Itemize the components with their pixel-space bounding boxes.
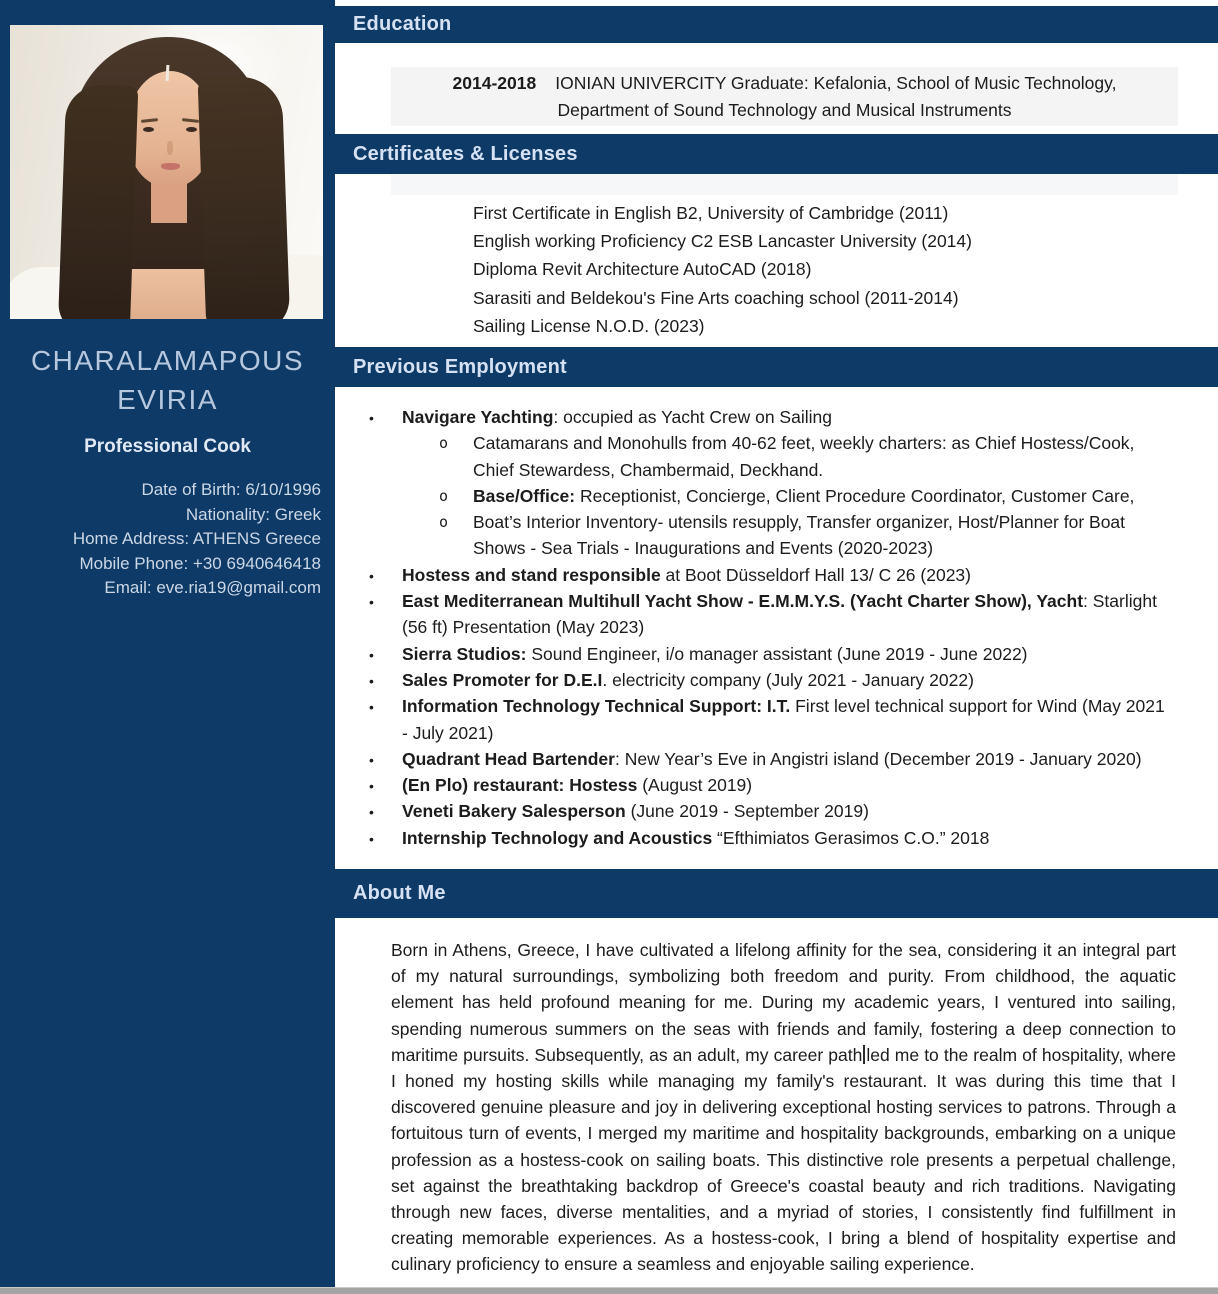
- employment-item: [335, 641, 1175, 667]
- bullet-marker: •: [369, 804, 374, 821]
- employment-item: [335, 693, 1175, 746]
- certificate-item: Sarasiti and Beldekou's Fine Arts coaching school (2011-2014): [473, 287, 959, 308]
- photo-eye-left: [143, 127, 154, 132]
- education-entry-text: [449, 70, 1121, 124]
- employment-item-title: Hostess and stand responsible: [402, 564, 661, 585]
- employment-item: [335, 798, 1175, 824]
- job-title: Professional Cook: [84, 436, 251, 457]
- employment-item-title: Veneti Bakery Salesperson: [402, 801, 626, 822]
- employment-item: [335, 588, 1175, 641]
- education-entry: [391, 67, 1178, 126]
- name-line-1: CHARALAMAPOUS: [30, 345, 305, 376]
- employment-item: [335, 404, 1175, 430]
- bullet-marker: •: [369, 699, 374, 716]
- certificates-list: [473, 199, 1183, 340]
- photo-hair-right: [198, 76, 291, 319]
- contact-line: Nationality: Greek: [185, 504, 321, 524]
- sidebar: [0, 0, 335, 1287]
- employment-item-title: Navigare Yachting: [402, 407, 554, 427]
- name-line-2: EVIRIA: [117, 384, 218, 415]
- certificate-item: English working Proficiency C2 ESB Lancaster University (2014): [473, 231, 972, 252]
- employment-item-title: (En Plo) restaurant: Hostess: [402, 775, 638, 796]
- employment-item-title: Base/Office:: [473, 485, 576, 506]
- bullet-marker: •: [369, 751, 374, 768]
- bullet-marker: •: [369, 830, 374, 847]
- employment-item-detail: First level technical support for Wind (May 2021 - July 2021): [402, 696, 1165, 743]
- about-me-text[interactable]: [391, 937, 1176, 1278]
- contact-line: Home Address: ATHENS Greece: [72, 529, 321, 549]
- employment-item-detail: Sound Engineer, i/o manager assistant (June 2019 - June 2022): [526, 643, 1028, 664]
- circle-marker: o: [439, 513, 449, 532]
- employment-item-title: Sierra Studios:: [402, 643, 527, 664]
- main-content: [335, 0, 1218, 1287]
- circle-marker: o: [439, 486, 449, 505]
- employment-item-title: Information Technology Technical Support: I.T.: [402, 696, 791, 717]
- education-years: 2014-2018: [452, 72, 537, 93]
- photo-nose: [167, 141, 173, 155]
- bullet-marker: •: [369, 778, 374, 795]
- employment-item-detail: Boat’s Interior Inventory- utensils resupply, Transfer organizer, Host/Planner for Boat Shows - Sea Trials - Inaugurations and Events (2020-2023): [473, 512, 1126, 559]
- employment-item-title: Quadrant Head Bartender: [402, 748, 615, 769]
- profile-photo: [10, 25, 323, 319]
- employment-item-title: Internship Technology and Acoustics: [402, 827, 713, 848]
- employment-item-detail: (August 2019): [637, 775, 753, 796]
- section-header-education: [335, 6, 1218, 43]
- employment-item-detail: . electricity company (July 2021 - January 2022): [602, 669, 974, 690]
- employment-item: [335, 562, 1175, 588]
- about-text-before-cursor: Born in Athens, Greece, I have cultivated a lifelong affinity for the sea, considering it an integral part of my natural surroundings, symbolizing both freedom and purity. From childhood, the aquatic element has held profound meaning for me. During my academic years, I ventured into sailing, spending numerous summers on the seas with friends and family, fostering a deep connection to maritime pursuits. Subsequently, as an adult, my career path: [391, 940, 1176, 1065]
- education-description: IONIAN UNIVERCITY Graduate: Kefalonia, School of Music Technology, Department of Sound Technology and Musical Instruments: [555, 72, 1117, 120]
- section-title-about: About Me: [353, 882, 446, 904]
- employment-item-detail: Catamarans and Monohulls from 40-62 feet, weekly charters: as Chief Hostess/Cook, Chief Stewardess, Chambermaid, Deckhand.: [473, 433, 1135, 480]
- contact-line: Mobile Phone: +30 6940646418: [79, 553, 321, 573]
- employment-item-detail: : New Year’s Eve in Angistri island (December 2019 - January 2020): [614, 748, 1142, 769]
- employment-item-title: East Mediterranean Multihull Yacht Show - E.M.M.Y.S. (Yacht Charter Show), Yacht: [402, 591, 1084, 612]
- bottom-edge-strip: [0, 1287, 1218, 1294]
- circle-marker: o: [439, 434, 449, 453]
- employment-item-detail: : Starlight (56 ft) Presentation (May 2023): [402, 591, 1157, 638]
- bullet-marker: •: [369, 646, 374, 663]
- section-title-employment: Previous Employment: [353, 355, 567, 378]
- person-name: [0, 341, 335, 419]
- employment-item: [335, 483, 1175, 509]
- employment-item-detail: : occupied as Yacht Crew on Sailing: [553, 407, 832, 427]
- section-title-education: Education: [353, 13, 452, 35]
- employment-item-detail: “Efthimiatos Gerasimos C.O.” 2018: [712, 827, 990, 848]
- photo-eyebrow-right: [182, 118, 199, 123]
- section-header-about: [335, 869, 1218, 918]
- contact-line: Email: eve.ria19@gmail.com: [104, 578, 321, 598]
- section-header-certificates: [335, 134, 1218, 174]
- section-header-employment: [335, 347, 1218, 387]
- contact-line: Date of Birth: 6/10/1996: [141, 480, 321, 499]
- employment-item: [335, 667, 1175, 693]
- certificate-item: First Certificate in English B2, University of Cambridge (2011): [473, 203, 949, 223]
- photo-eye-right: [186, 127, 197, 132]
- employment-item: [335, 825, 1175, 851]
- employment-item: [335, 772, 1175, 798]
- about-text-after-cursor: led me to the realm of hospitality, where I honed my hosting skills while managing my family's restaurant. It was during this time that I discovered genuine pleasure and joy in delivering exceptional hosting services to patrons. Through a fortuitous turn of events, I merged my maritime and hospitality backgrounds, embarking on a unique profession as a hostess-cook on sailing boats. This distinctive role presents a perpetual challenge, set against the breathtaking backdrop of Greece's coastal beauty and rich traditions. Navigating through new faces, diverse mentalities, and a myriad of stories, I consistently find fulfillment in creating memorable experiences. As a hostess-cook, I bring a blend of hospitality expertise and culinary proficiency to ensure a seamless and enjoyable sailing experience.: [391, 1044, 1176, 1275]
- photo-lips: [161, 163, 180, 170]
- bullet-marker: •: [369, 672, 374, 689]
- employment-item: [335, 509, 1175, 562]
- certificate-item: Diploma Revit Architecture AutoCAD (2018): [473, 259, 812, 280]
- employment-item-detail: (June 2019 - September 2019): [625, 801, 869, 822]
- employment-list: [335, 404, 1175, 851]
- employment-item: [335, 430, 1175, 483]
- photo-hair-left: [58, 84, 139, 319]
- employment-item-detail: Receptionist, Concierge, Client Procedure Coordinator, Customer Care,: [575, 485, 1135, 506]
- bullet-marker: •: [369, 567, 374, 584]
- contact-info: [11, 478, 321, 601]
- employment-item: [335, 746, 1175, 772]
- certificate-item: Sailing License N.O.D. (2023): [473, 315, 705, 336]
- photo-eyebrow-left: [141, 118, 158, 123]
- bullet-marker: •: [369, 594, 374, 611]
- employment-item-detail: at Boot Düsseldorf Hall 13/ C 26 (2023): [660, 564, 971, 585]
- certificates-highlight-band: [391, 174, 1178, 195]
- employment-item-title: Sales Promoter for D.E.I: [402, 669, 603, 690]
- section-title-certificates: Certificates & Licenses: [353, 142, 578, 165]
- bullet-marker: •: [369, 410, 374, 426]
